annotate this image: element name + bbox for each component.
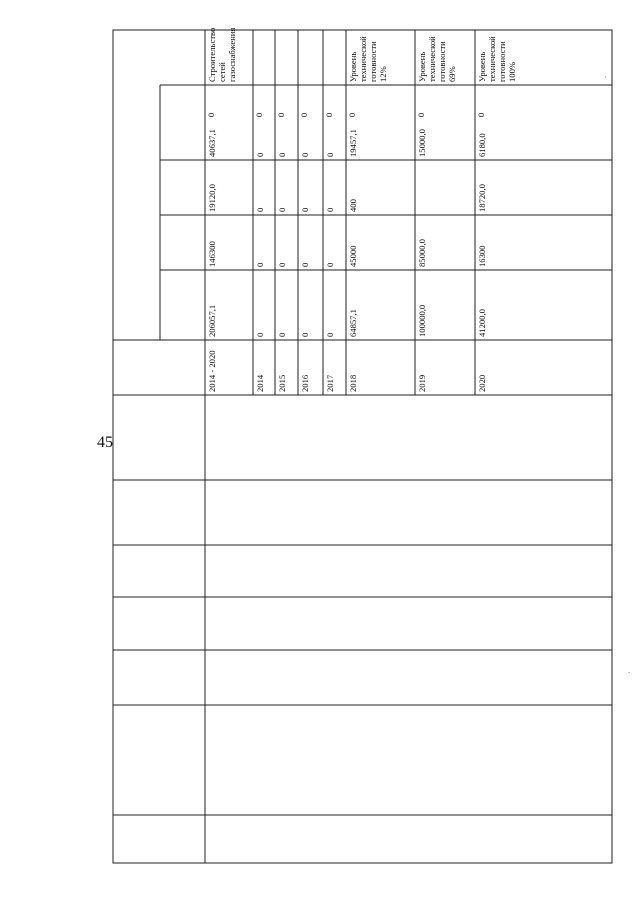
row-total: 0 <box>255 332 265 337</box>
row-local: 0 <box>300 152 310 157</box>
row-attracted: 0 <box>347 112 358 118</box>
row-attracted: 0 <box>254 112 265 118</box>
row-attracted: 0 <box>324 112 335 118</box>
row-period: 2016 <box>300 374 310 392</box>
row-total: 100000,0 <box>417 304 427 337</box>
row-federal: 0 <box>300 262 310 267</box>
row-period: 2019 <box>417 374 427 392</box>
row-period: 2014 - 2020 <box>207 350 217 392</box>
row-period: 2015 <box>277 374 287 392</box>
row-result: Строительство сетей газоснабжения <box>207 27 237 82</box>
row-local: 0 <box>277 152 287 157</box>
row-local: 40637,1 <box>207 129 217 157</box>
row-attracted: 0 <box>416 112 427 118</box>
row-period: 2018 <box>348 374 358 392</box>
row-local: 15000,0 <box>417 129 427 157</box>
row-total: 0 <box>277 332 287 337</box>
row-total: 206057,1 <box>207 304 217 337</box>
row-regional: 400 <box>348 199 358 212</box>
row-regional: 18720,0 <box>477 184 487 212</box>
row-total: 0 <box>300 332 310 337</box>
row-regional: 19120,0 <box>207 184 217 212</box>
row-attracted: 0 <box>206 112 217 118</box>
row-federal: 0 <box>277 262 287 267</box>
row-attracted: 0 <box>299 112 310 118</box>
row-attracted: 0 <box>476 112 487 118</box>
row-local: 0 <box>255 152 265 157</box>
row-regional: 0 <box>255 207 265 212</box>
row-local: 19457,1 <box>348 129 358 157</box>
row-period: 2020 <box>477 374 487 392</box>
row-regional: 0 <box>300 207 310 212</box>
row-federal: 85000,0 <box>417 239 427 267</box>
row-local: 0 <box>325 152 335 157</box>
row-local: 6180,0 <box>477 133 487 157</box>
row-result: Уровень технической готовности 12% <box>348 36 388 82</box>
row-regional: 0 <box>325 207 335 212</box>
row-federal: 0 <box>255 262 265 267</box>
row-total: 0 <box>325 332 335 337</box>
row-period: 2014 <box>255 374 265 392</box>
row-regional: 0 <box>277 207 287 212</box>
row-result: Уровень технической готовности 100% <box>477 36 517 82</box>
row-federal: 146300 <box>207 241 217 267</box>
row-result: Уровень технической готовности 69% <box>417 36 457 82</box>
row-period: 2017 <box>325 374 335 392</box>
row-federal: 45000 <box>348 245 358 267</box>
row-federal: 0 <box>325 262 335 267</box>
row-total: 41200,0 <box>477 309 487 337</box>
row-federal: 16300 <box>477 245 487 267</box>
page-number: 45 <box>97 434 113 451</box>
row-attracted: 0 <box>276 112 287 118</box>
row-total: 64857,1 <box>348 309 358 337</box>
